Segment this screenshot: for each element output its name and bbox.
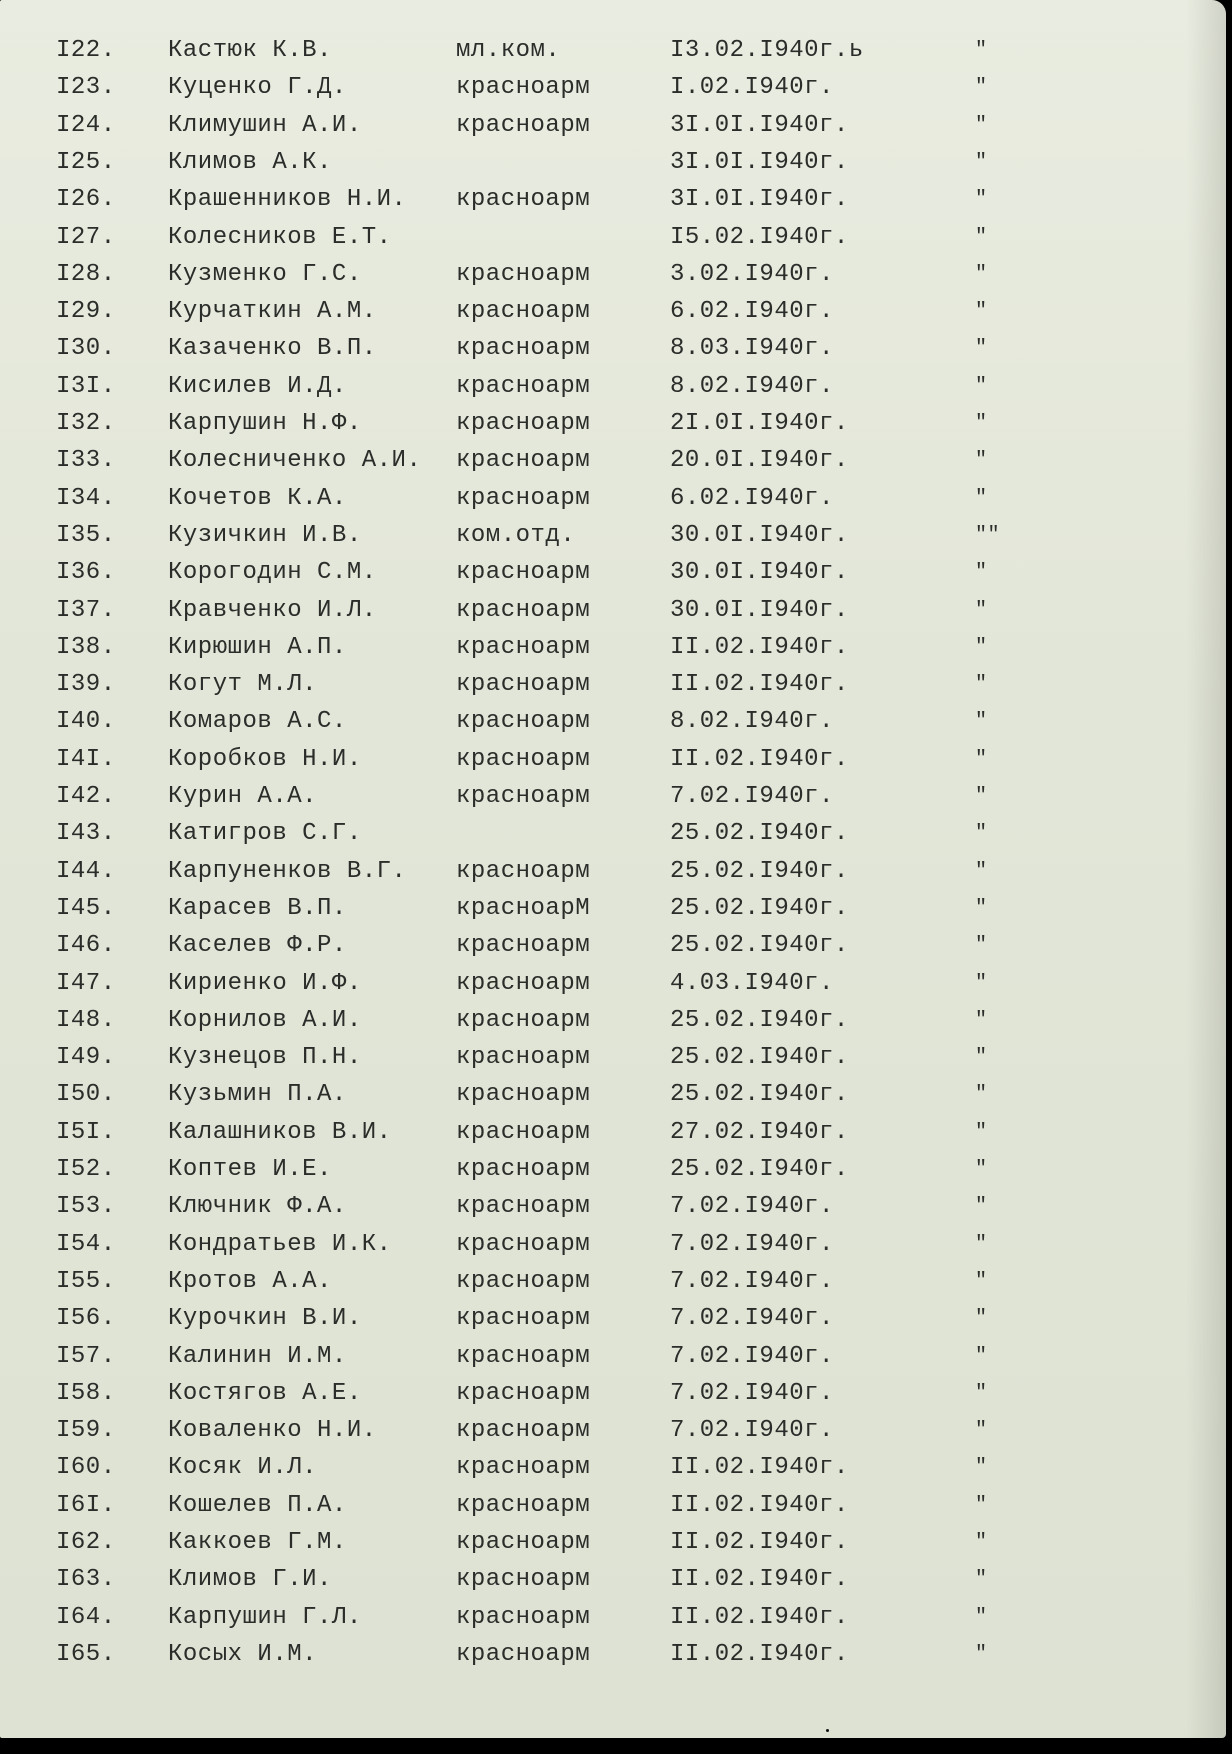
entry-date: 30.0I.I940г.	[670, 596, 849, 624]
person-name: Кузменко Г.С.	[168, 260, 362, 288]
entry-number: I53.	[56, 1193, 116, 1221]
military-rank: красноарм	[456, 671, 591, 699]
person-name: Карпушин Г.Л.	[168, 1603, 362, 1631]
list-row	[0, 258, 1226, 292]
person-name: Калашников В.И.	[168, 1118, 392, 1146]
military-rank: мл.ком.	[456, 37, 561, 64]
person-name: Курчаткин А.М.	[168, 298, 377, 326]
list-row	[0, 743, 1226, 777]
ditto-mark: "	[975, 1493, 988, 1517]
entry-number: I29.	[56, 298, 116, 326]
person-name: Корогодин С.М.	[168, 559, 377, 587]
list-row	[0, 929, 1226, 963]
ditto-mark: "	[975, 673, 988, 697]
list-row	[0, 221, 1226, 255]
entry-date: 25.02.I940г.	[670, 1006, 849, 1034]
military-rank: красноарм	[456, 708, 591, 736]
military-rank: красноарм	[456, 1529, 591, 1556]
person-name: Кравченко И.Л.	[168, 596, 377, 624]
entry-date: 7.02.I940г.	[670, 1193, 834, 1221]
ditto-mark: "	[975, 785, 988, 808]
entry-number: I27.	[56, 223, 116, 251]
ditto-mark: "	[975, 113, 988, 137]
ditto-mark: "	[975, 449, 988, 473]
entry-date: 7.02.I940г.	[670, 1230, 834, 1258]
entry-number: I28.	[56, 260, 116, 288]
entry-number: I39.	[56, 671, 116, 699]
person-name: Костягов А.Е.	[168, 1379, 362, 1407]
entry-number: I59.	[56, 1417, 116, 1445]
ditto-mark: "	[975, 934, 988, 958]
entry-number: I63.	[56, 1566, 116, 1594]
list-row	[0, 556, 1226, 590]
entry-date: 3.02.I940г.	[670, 260, 834, 288]
ditto-mark: "	[975, 1083, 988, 1107]
entry-date: 25.02.I940г.	[670, 857, 849, 885]
list-row	[0, 482, 1226, 516]
entry-date: II.02.I940г.	[670, 633, 849, 661]
military-rank: красноарм	[456, 1603, 591, 1631]
entry-date: 25.02.I940г.	[670, 1156, 849, 1183]
military-rank: красноарм	[456, 1006, 591, 1034]
list-row	[0, 183, 1226, 217]
ditto-mark: "	[975, 1046, 988, 1070]
military-rank: красноарм	[456, 410, 591, 437]
military-rank: красноарм	[456, 1491, 591, 1519]
entry-number: I45.	[56, 894, 116, 922]
list-row	[0, 1078, 1226, 1112]
military-rank: ком.отд.	[456, 521, 576, 549]
ditto-mark: "	[975, 896, 988, 920]
entry-date: II.02.I940г.	[670, 1529, 849, 1556]
military-rank: красноарм	[456, 559, 591, 587]
person-name: Каселев Ф.Р.	[168, 932, 347, 960]
entry-number: I56.	[56, 1305, 116, 1333]
ditto-mark: "	[975, 635, 988, 659]
list-row	[0, 631, 1226, 665]
person-name: Кирюшин А.П.	[168, 633, 347, 661]
ditto-mark: "	[975, 412, 988, 435]
military-rank: красноарм	[456, 1044, 591, 1072]
list-row	[0, 1377, 1226, 1411]
entry-date: 27.02.I940г.	[670, 1118, 849, 1146]
entry-number: I23.	[56, 74, 116, 102]
entry-date: 25.02.I940г.	[670, 894, 849, 922]
military-rank: красноарм	[456, 1305, 591, 1333]
entry-date: 25.02.I940г.	[670, 1081, 849, 1109]
person-name: Куценко Г.Д.	[168, 74, 347, 102]
military-rank: красноарм	[456, 932, 591, 960]
list-row	[0, 71, 1226, 105]
entry-number: I35.	[56, 521, 116, 549]
ditto-mark: "	[975, 486, 988, 510]
military-rank: красноарм	[456, 596, 591, 624]
entry-date: 7.02.I940г.	[670, 1417, 834, 1445]
list-row	[0, 519, 1226, 553]
person-name: Курочкин В.И.	[168, 1305, 362, 1333]
list-row	[0, 1414, 1226, 1448]
entry-date: II.02.I940г.	[670, 1640, 849, 1668]
ditto-mark: "	[975, 150, 988, 174]
ditto-mark: "	[975, 1344, 988, 1368]
military-rank: красноарМ	[456, 894, 591, 922]
entry-number: I3I.	[56, 372, 116, 400]
entry-date: 25.02.I940г.	[670, 820, 849, 848]
entry-date: 6.02.I940г.	[670, 298, 834, 326]
entry-number: I37.	[56, 596, 116, 624]
military-rank: красноарм	[456, 1379, 591, 1407]
ditto-mark: "	[975, 1456, 988, 1480]
ditto-mark: "	[975, 1195, 988, 1219]
person-name: Кириенко И.Ф.	[168, 969, 362, 997]
person-name: Карасев В.П.	[168, 894, 347, 922]
person-name: Корнилов А.И.	[168, 1006, 362, 1034]
entry-date: 7.02.I940г.	[670, 783, 834, 810]
ditto-mark: "	[975, 1269, 988, 1293]
list-row	[0, 1116, 1226, 1150]
entry-date: 7.02.I940г.	[670, 1305, 834, 1333]
list-row	[0, 594, 1226, 628]
person-name: Коптев И.Е.	[168, 1156, 332, 1183]
list-row	[0, 705, 1226, 739]
military-rank: красноарм	[456, 1342, 591, 1370]
entry-number: I25.	[56, 148, 116, 176]
entry-number: I50.	[56, 1081, 116, 1109]
entry-number: I30.	[56, 335, 116, 363]
entry-date: II.02.I940г.	[670, 1491, 849, 1519]
military-rank: красноарм	[456, 1156, 591, 1183]
ditto-mark: "	[975, 1120, 988, 1144]
military-rank: красноарм	[456, 1566, 591, 1594]
entry-date: 2I.0I.I940г.	[670, 410, 849, 437]
military-rank: красноарм	[456, 1417, 591, 1445]
entry-date: 7.02.I940г.	[670, 1267, 834, 1295]
entry-number: I65.	[56, 1640, 116, 1668]
ditto-mark: "	[975, 1232, 988, 1256]
entry-date: 4.03.I940г.	[670, 969, 834, 997]
ditto-mark: "	[975, 1008, 988, 1032]
military-rank: красноарм	[456, 857, 591, 885]
person-name: Комаров А.С.	[168, 708, 347, 736]
entry-date: 8.02.I940г.	[670, 372, 834, 400]
person-name: Кисилев И.Д.	[168, 372, 347, 400]
person-name: Колесниченко А.И.	[168, 447, 422, 475]
military-rank: красноарм	[456, 1081, 591, 1109]
entry-date: 3I.0I.I940г.	[670, 111, 849, 139]
entry-date: II.02.I940г.	[670, 1566, 849, 1594]
person-name: Крашенников Н.И.	[168, 186, 407, 214]
entry-date: 7.02.I940г.	[670, 1342, 834, 1370]
entry-date: 30.0I.I940г.	[670, 559, 849, 587]
entry-date: 8.03.I940г.	[670, 335, 834, 363]
person-name: Каккоев Г.М.	[168, 1529, 347, 1556]
list-row	[0, 1004, 1226, 1038]
military-rank: красноарм	[456, 969, 591, 997]
ink-dot	[826, 1729, 829, 1732]
military-rank: красноарм	[456, 1118, 591, 1146]
ditto-mark: "	[975, 598, 988, 622]
entry-number: I4I.	[56, 745, 116, 773]
person-name: Кротов А.А.	[168, 1267, 332, 1295]
ditto-mark: "	[975, 1419, 988, 1443]
person-name: Климушин А.И.	[168, 111, 362, 139]
ditto-mark: "	[975, 1568, 988, 1592]
ditto-mark: "	[975, 859, 988, 883]
person-name: Коробков Н.И.	[168, 745, 362, 773]
entry-date: II.02.I940г.	[670, 1603, 849, 1631]
list-row	[0, 1153, 1226, 1187]
entry-number: I49.	[56, 1044, 116, 1072]
military-rank: красноарм	[456, 633, 591, 661]
military-rank: красноарм	[456, 260, 591, 288]
military-rank: красноарм	[456, 1193, 591, 1221]
ditto-mark: ""	[975, 523, 1001, 547]
entry-number: I38.	[56, 633, 116, 661]
ditto-mark: "	[975, 300, 988, 324]
entry-date: 8.02.I940г.	[670, 708, 834, 736]
list-row	[0, 668, 1226, 702]
entry-number: I58.	[56, 1379, 116, 1407]
person-name: Казаченко В.П.	[168, 335, 377, 363]
entry-number: I6I.	[56, 1491, 116, 1519]
person-name: Ключник Ф.А.	[168, 1193, 347, 1221]
list-row	[0, 1601, 1226, 1635]
entry-number: I33.	[56, 447, 116, 475]
entry-date: 20.0I.I940г.	[670, 447, 849, 475]
list-row	[0, 444, 1226, 478]
list-row	[0, 1228, 1226, 1262]
person-name: Кузичкин И.В.	[168, 521, 362, 549]
entry-date: 3I.0I.I940г.	[670, 186, 849, 214]
military-rank: красноарм	[456, 372, 591, 400]
list-row	[0, 967, 1226, 1001]
entry-date: 3I.0I.I940г.	[670, 148, 849, 176]
list-row	[0, 1302, 1226, 1336]
military-rank: красноарм	[456, 186, 591, 214]
ditto-mark: "	[975, 561, 988, 585]
military-rank: красноарм	[456, 1640, 591, 1668]
ditto-mark: "	[975, 1307, 988, 1331]
entry-number: I55.	[56, 1267, 116, 1295]
entry-number: I52.	[56, 1156, 116, 1183]
military-rank: красноарм	[456, 484, 591, 512]
ditto-mark: "	[975, 374, 988, 398]
person-name: Калинин И.М.	[168, 1342, 347, 1370]
ditto-mark: "	[975, 225, 988, 249]
entry-date: I.02.I940г.	[670, 74, 834, 102]
entry-number: I60.	[56, 1454, 116, 1482]
military-rank: красноарм	[456, 783, 591, 810]
ditto-mark: "	[975, 1381, 988, 1405]
ditto-mark: "	[975, 1531, 988, 1554]
list-row	[0, 1489, 1226, 1523]
list-row	[0, 855, 1226, 889]
list-row	[0, 817, 1226, 851]
list-row	[0, 332, 1226, 366]
person-name: Когут М.Л.	[168, 671, 318, 699]
entry-number: I47.	[56, 969, 116, 997]
list-row	[0, 1563, 1226, 1597]
person-name: Косых И.М.	[168, 1640, 318, 1668]
military-rank: красноарм	[456, 1454, 591, 1482]
entry-number: I22.	[56, 37, 116, 64]
entry-date: 6.02.I940г.	[670, 484, 834, 512]
person-name: Косяк И.Л.	[168, 1454, 318, 1482]
ditto-mark: "	[975, 822, 988, 846]
person-name: Коваленко Н.И.	[168, 1417, 377, 1445]
entry-number: I5I.	[56, 1118, 116, 1146]
ditto-mark: "	[975, 188, 988, 212]
person-name: Кастюк К.В.	[168, 37, 332, 64]
person-name: Климов Г.И.	[168, 1566, 332, 1594]
military-rank: красноарм	[456, 298, 591, 326]
ditto-mark: "	[975, 971, 988, 995]
person-name: Кузнецов П.Н.	[168, 1044, 362, 1072]
person-name: Карпушин Н.Ф.	[168, 410, 362, 437]
ditto-mark: "	[975, 710, 988, 734]
list-row	[0, 295, 1226, 329]
list-row	[0, 1526, 1226, 1560]
entry-date: 25.02.I940г.	[670, 1044, 849, 1072]
military-rank: красноарм	[456, 111, 591, 139]
list-row	[0, 1190, 1226, 1224]
ditto-mark: "	[975, 262, 988, 286]
list-row	[0, 407, 1226, 441]
entry-date: I5.02.I940г.	[670, 223, 849, 251]
entry-number: I46.	[56, 932, 116, 960]
person-name: Кондратьев И.К.	[168, 1230, 392, 1258]
entry-number: I34.	[56, 484, 116, 512]
ditto-mark: "	[975, 39, 988, 62]
entry-number: I42.	[56, 783, 116, 810]
entry-number: I57.	[56, 1342, 116, 1370]
list-row	[0, 780, 1226, 814]
entry-date: 30.0I.I940г.	[670, 521, 849, 549]
entry-date: I3.02.I940г.ь	[670, 37, 864, 64]
ditto-mark: "	[975, 1642, 988, 1666]
military-rank: красноарм	[456, 447, 591, 475]
entry-number: I36.	[56, 559, 116, 587]
list-row	[0, 109, 1226, 143]
entry-date: 7.02.I940г.	[670, 1379, 834, 1407]
entry-number: I64.	[56, 1603, 116, 1631]
list-row	[0, 1451, 1226, 1485]
ditto-mark: "	[975, 747, 988, 771]
person-name: Колесников Е.Т.	[168, 223, 392, 251]
military-rank: красноарм	[456, 1267, 591, 1295]
military-rank: красноарм	[456, 74, 591, 102]
entry-number: I26.	[56, 186, 116, 214]
list-row	[0, 1041, 1226, 1075]
ditto-mark: "	[975, 337, 988, 361]
entry-date: II.02.I940г.	[670, 1454, 849, 1482]
person-name: Кошелев П.А.	[168, 1491, 347, 1519]
person-name: Катигров С.Г.	[168, 820, 362, 848]
list-row	[0, 892, 1226, 926]
list-row	[0, 1265, 1226, 1299]
list-row	[0, 1340, 1226, 1374]
list-row	[0, 146, 1226, 180]
ditto-mark: "	[975, 76, 988, 100]
person-name: Курин А.А.	[168, 783, 318, 810]
entry-number: I32.	[56, 410, 116, 437]
ditto-mark: "	[975, 1605, 988, 1629]
person-name: Кочетов К.А.	[168, 484, 347, 512]
person-name: Климов А.К.	[168, 148, 332, 176]
entry-number: I44.	[56, 857, 116, 885]
entry-number: I43.	[56, 820, 116, 848]
entry-number: I48.	[56, 1006, 116, 1034]
ditto-mark: "	[975, 1158, 988, 1181]
person-name: Карпуненков В.Г.	[168, 857, 407, 885]
entry-number: I62.	[56, 1529, 116, 1556]
entry-date: II.02.I940г.	[670, 671, 849, 699]
military-rank: красноарм	[456, 335, 591, 363]
list-row	[0, 34, 1226, 68]
entry-number: I40.	[56, 708, 116, 736]
entry-date: 25.02.I940г.	[670, 932, 849, 960]
entry-number: I24.	[56, 111, 116, 139]
entry-number: I54.	[56, 1230, 116, 1258]
military-rank: красноарм	[456, 745, 591, 773]
list-row	[0, 1638, 1226, 1672]
entry-date: II.02.I940г.	[670, 745, 849, 773]
person-name: Кузьмин П.А.	[168, 1081, 347, 1109]
list-row	[0, 370, 1226, 404]
military-rank: красноарм	[456, 1230, 591, 1258]
